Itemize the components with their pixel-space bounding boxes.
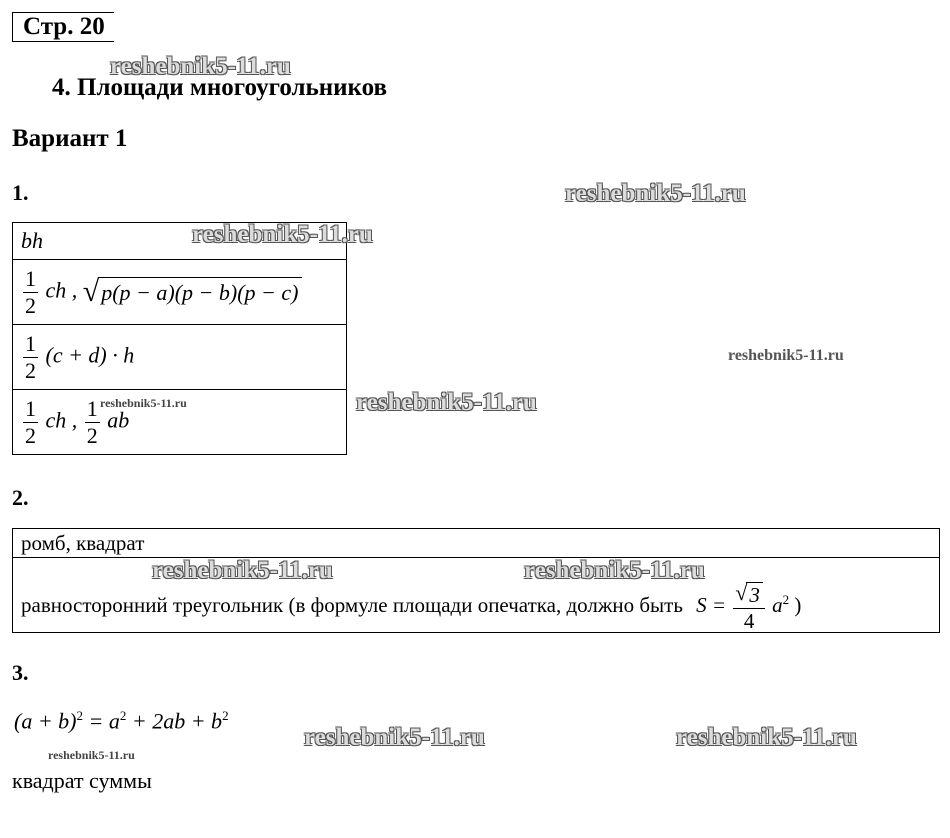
- formula-text: = a: [83, 708, 120, 734]
- task-1-number: 1.: [12, 180, 29, 205]
- radical-sign-icon: √: [82, 275, 100, 308]
- table-row: [13, 390, 347, 455]
- formula-text: ch ,: [45, 277, 78, 303]
- formula-parallelogram: bh: [13, 223, 347, 260]
- fraction: [23, 330, 38, 383]
- fraction: [23, 395, 38, 448]
- fraction-numerator: 1: [25, 330, 36, 356]
- formula-text: + 2ab + b: [126, 708, 223, 734]
- answer-rhombus-square: ромб, квадрат: [13, 529, 940, 558]
- area-formulas-table: [12, 222, 347, 455]
- formula-trapezoid: [13, 325, 347, 390]
- watermark: reshebnik5-11.ru: [152, 557, 333, 584]
- table-row: [13, 529, 940, 558]
- watermark: reshebnik5-11.ru: [524, 557, 705, 584]
- table-row: [13, 325, 347, 390]
- formula-text: a: [772, 592, 783, 617]
- answer-equilateral-triangle: [13, 558, 940, 633]
- formula-text: ch ,: [45, 407, 78, 433]
- exponent: 2: [782, 591, 790, 607]
- table-row: [13, 558, 940, 633]
- watermark: reshebnik5-11.ru: [48, 748, 135, 762]
- page-number-label: Стр. 20: [12, 12, 114, 42]
- formula-text: S =: [696, 592, 727, 617]
- watermark: reshebnik5-11.ru: [356, 389, 537, 416]
- fraction: [85, 395, 100, 448]
- radicand: p(p − a)(p − b)(p − c): [98, 277, 301, 307]
- fraction-numerator: 1: [25, 395, 36, 421]
- watermark: reshebnik5-11.ru: [565, 180, 746, 207]
- fraction-denominator: 2: [86, 422, 98, 448]
- watermark: reshebnik5-11.ru: [304, 724, 485, 751]
- identity-name: квадрат суммы: [12, 768, 152, 793]
- formula-text: ab: [107, 407, 130, 433]
- variant-title: Вариант 1: [12, 125, 128, 152]
- formula-triangle: [13, 260, 347, 325]
- fraction-numerator: [733, 582, 765, 609]
- task-2-answers-table: [12, 528, 940, 633]
- fraction-denominator: 2: [25, 357, 36, 383]
- task-3-number: 3.: [12, 660, 29, 685]
- table-row: [13, 223, 347, 260]
- square-root: [83, 277, 302, 307]
- exponent: 2: [222, 708, 229, 723]
- section-title: 4. Площади многоугольников: [52, 74, 387, 101]
- fraction-denominator: 4: [743, 609, 755, 634]
- watermark: reshebnik5-11.ru: [100, 396, 187, 410]
- fraction-denominator: 2: [25, 292, 36, 318]
- watermark: reshebnik5-11.ru: [728, 347, 844, 364]
- square-root: [735, 582, 763, 606]
- formula-right-triangle: [13, 390, 347, 455]
- fraction-numerator: 1: [86, 395, 98, 421]
- exponent: 2: [76, 708, 83, 723]
- watermark: reshebnik5-11.ru: [192, 221, 373, 248]
- watermark: reshebnik5-11.ru: [676, 724, 857, 751]
- fraction-numerator: 1: [25, 265, 36, 291]
- radicand: 3: [746, 582, 763, 606]
- exponent: 2: [119, 708, 127, 723]
- task-2-number: 2.: [12, 485, 29, 510]
- fraction: [23, 265, 38, 318]
- table-row: [13, 260, 347, 325]
- closing-parenthesis: ): [794, 592, 802, 617]
- radical-sign-icon: √: [735, 580, 748, 606]
- formula-text: (a + b): [14, 708, 77, 734]
- answer-text: равносторонний треугольник (в формуле площади опечатка, должно быть: [21, 592, 683, 617]
- watermark: reshebnik5-11.ru: [110, 53, 291, 80]
- formula-text: (c + d) · h: [45, 342, 135, 368]
- square-of-sum-identity: [14, 708, 229, 734]
- fraction-denominator: 2: [25, 422, 36, 448]
- fraction: [733, 582, 765, 632]
